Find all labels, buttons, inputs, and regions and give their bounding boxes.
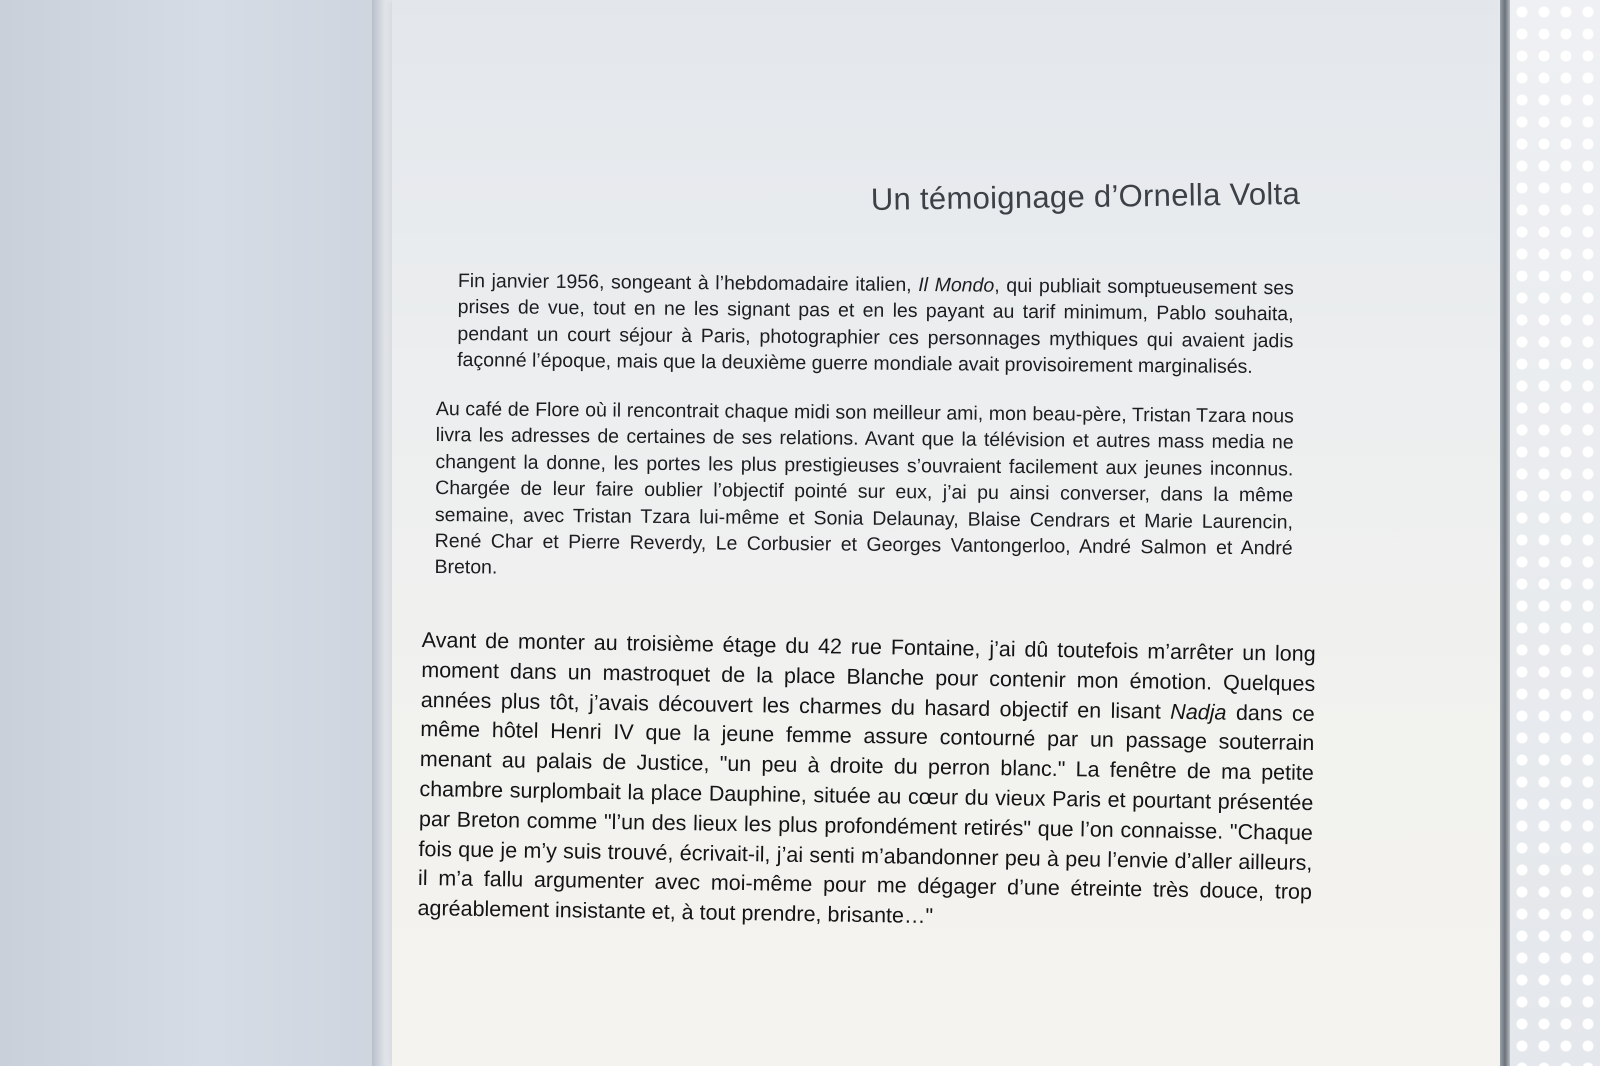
table-backdrop [1510, 0, 1600, 1066]
left-page [0, 0, 380, 1066]
magazine-title: Il Mondo [918, 274, 995, 297]
paragraph-flore: Au café de Flore où il rencontrait chaque midi son meilleur ami, mon beau-père, Tristan Tzara nous livra les adresses de certaines de ses relations. Avant que la télévision et autres mass media ne changent la donne, les portes les plus prestigieuses s’ouvraient facilement aux jeunes inconnus. Chargée de leur faire oublier l’objectif pointé sur eux, j’ai pu ainsi converser, dans la même semaine, avec Tristan Tzara lui-même et Sonia Delaunay, Blaise Cendrars et Marie Laurencin, René Char et Pierre Reverdy, Le Corbusier et Georges Vantongerloo, André Salmon et André Breton. [434, 397, 1294, 579]
paragraph-intro-part-2: , qui publiait somptueusement ses prises de vue, tout en ne les signant pas et en les payant au tarif minimum, Pablo souhaita, pendant un court séjour à Paris, photographier ces personnages mythiques qui avaient jadis façonné l’époque, mais que la deuxième guerre mondiale avait provisoirement marginalisés. [457, 274, 1294, 379]
paragraph-breton [417, 626, 1316, 938]
page-heading: Un témoignage d’Ornella Volta [870, 176, 1301, 217]
paragraph-intro-part-1: Fin janvier 1956, songeant à l’hebdomadaire italien, [457, 269, 919, 297]
paragraph-breton-part-1: Avant de monter au troisième étage du 42 rue Fontaine, j’ai dû toutefois m’arrêter un long moment dans un mastroquet de la place Blanche pour contenir mon émotion. Quelques années plus tôt, j’avais découvert les charmes du hasard objectif en lisant [420, 627, 1316, 724]
paragraph-breton-part-2: dans ce même hôtel Henri IV que la jeune femme assure contourné par un passage souterrain menant au palais de Justice, "un peu à droite du perron blanc." La fenêtre de ma petite chambre surplombait la place Dauphine, située au cœur du vieux Paris et pourtant présentée par Breton comme "l’un des lieux les plus profondément retirés" que l’on connaisse. "Chaque fois que je m’y suis trouvé, écrivait-il, j’ai senti m’abandonner peu à peu l’envie d’aller ailleurs, il m’a fallu argumenter avec moi-même pour me dégager d’une étreinte très douce, trop agréablement insistante et, à tout prendre, brisante…" [417, 700, 1315, 929]
page-edge [1500, 0, 1510, 1066]
paragraph-intro [457, 268, 1294, 381]
book-title: Nadja [1170, 699, 1227, 725]
